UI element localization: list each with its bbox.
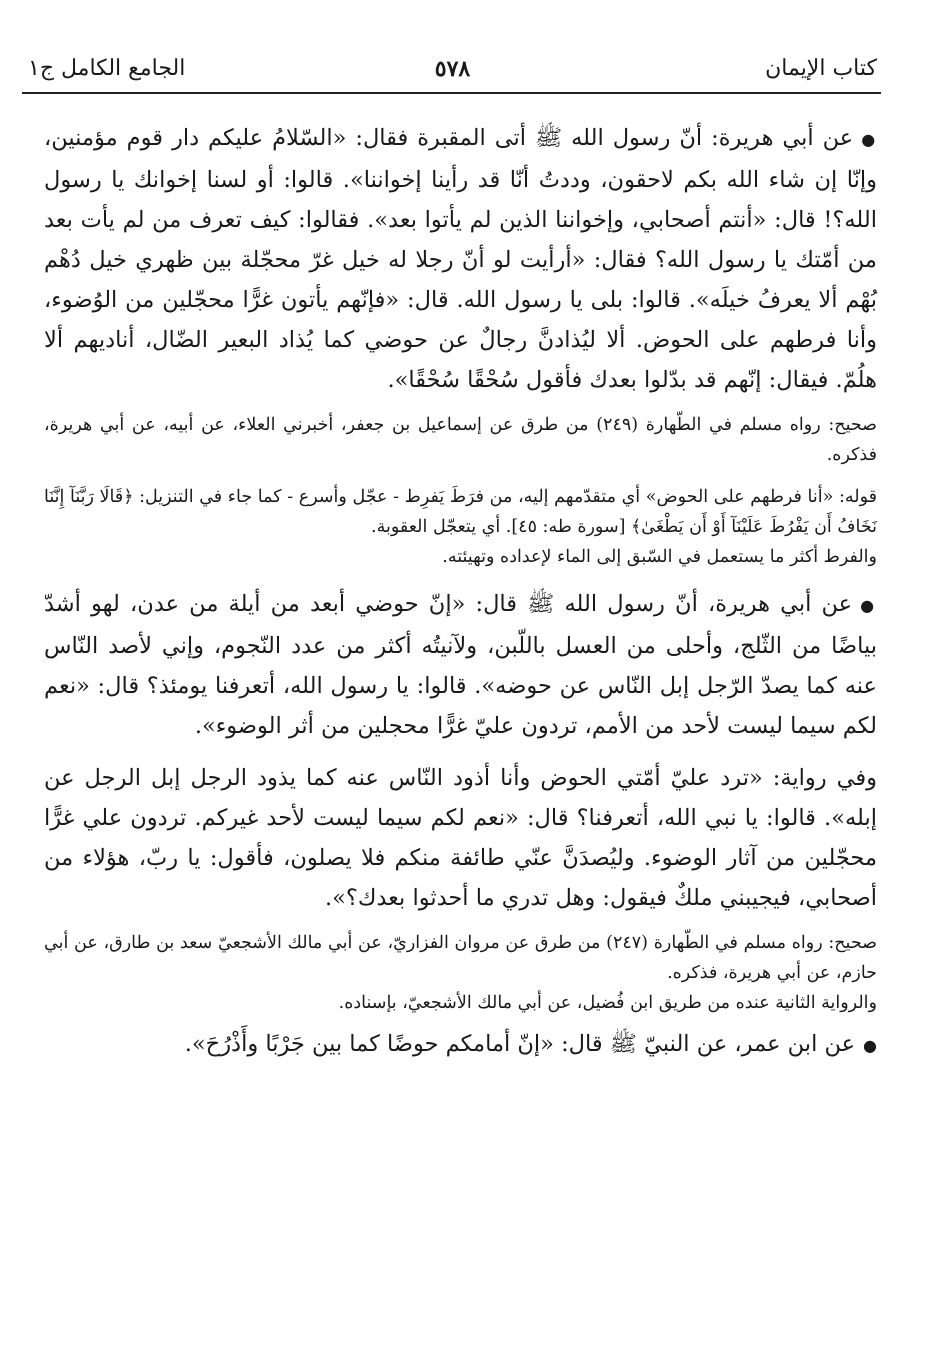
- hadith-text: عن ابن عمر، عن النبيّ ﷺ قال: «إنّ أمامكم حوضًا كما بين جَرْبًا وأَذْرُحَ».: [184, 1031, 856, 1057]
- header-divider: [22, 92, 881, 94]
- takhrij-note: صحيح: رواه مسلم في الطّهارة (٢٤٧) من طرق عن مروان الفزاريّ، عن أبي مالك الأشجعيّ سعد بن طارق، عن أبي حازم، عن أبي هريرة، فذكره.: [44, 933, 877, 983]
- hadith-paragraph: [44, 1024, 877, 1066]
- bullet-icon: ●: [860, 596, 878, 615]
- commentary-note: قوله: «أنا فرطهم على الحوض» أي متقدّمهم إليه، من فرَطَ يَفرِط - عجّل وأسرع - كما جاء في التنزيل: ﴿قَالَا رَبَّنَآ إِنَّنَا نَخَافُ أَن يَفْرُطَ عَلَيْنَآ أَوْ أَن يَطْغَىٰ﴾ [سورة طه: ٤٥]. أي يتعجّل العقوبة.: [44, 487, 877, 537]
- hadith-text: عن أبي هريرة: أنّ رسول الله ﷺ أتى المقبرة فقال: «السّلامُ عليكم دار قوم مؤمنين، وإنّا إن شاء الله بكم لاحقون، وددتُ أنّا قد رأينا إخواننا». قالوا: أو لسنا إخوانك يا رسول الله؟! قال: «أنتم أصحابي، وإخواننا الذين لم يأتوا بعد». فقالوا: كيف تعرف من لم يأت بعد من أمّتك يا رسول الله؟ فقال: «أرأيت لو أنّ رجلا له خيل غرّ محجّلة بين ظهري خيل دُهْم بُهْم ألا يعرفُ خيلَه». قالوا: بلى يا رسول الله. قال: «فإنّهم يأتون غرًّا محجّلين من الوُضوء، وأنا فرطهم على الحوض. ألا ليُذادنَّ رجالٌ عن حوضي كما يُذاد البعير الضّال، أناديهم ألا هلُمّ. فيقال: إنّهم قد بدّلوا بعدك فأقول سُحْقًا سُحْقًا».: [44, 125, 877, 393]
- page-body: [44, 118, 877, 1066]
- hadith-paragraph: [44, 118, 877, 400]
- page-number: ٥٧٨: [434, 56, 471, 82]
- book-title: كتاب الإيمان: [765, 56, 877, 81]
- bullet-icon: ●: [861, 130, 877, 149]
- bullet-icon: ●: [863, 1036, 877, 1055]
- takhrij-note: والرواية الثانية عنده من طريق ابن فُضيل، عن أبي مالك الأشجعيّ، بإسناده.: [338, 993, 877, 1013]
- running-header: [28, 56, 877, 96]
- riwaya-paragraph: وفي رواية: «ترد عليّ أمّتي الحوض وأنا أذود النّاس عنه كما يذود الرجل إبل الرجل عن إبله». قالوا: يا نبي الله، أتعرفنا؟ قال: «نعم لكم سيما ليست لأحد غيركم. تردون علي غرًّا محجّلين من آثار الوضوء. وليُصدَنَّ عنّي طائفة منكم فلا يصلون، فأقول: يا ربّ، هؤلاء من أصحابي، فيجيبني ملكٌ فيقول: وهل تدري ما أحدثوا بعدك؟».: [44, 765, 877, 911]
- takhrij-note: صحيح: رواه مسلم في الطّهارة (٢٤٩) من طرق عن إسماعيل بن جعفر، أخبرني العلاء، عن أبيه، عن أبي هريرة، فذكره.: [44, 415, 878, 465]
- commentary-note: والفرط أكثر ما يستعمل في السّبق إلى الماء لإعداده وتهيئته.: [442, 547, 877, 567]
- hadith-text: عن أبي هريرة، أنّ رسول الله ﷺ قال: «إنّ حوضي أبعد من أيلة من عدن، لهو أشدّ بياضًا من الثّلج، وأحلى من العسل باللّبن، ولآنيتُه أكثر من عدد النّجوم، وإني لأصد النّاس عنه كما يصدّ الرّجل إبل النّاس عن حوضه». قالوا: يا رسول الله، أتعرفنا يومئذ؟ قال: «نعم لكم سيما ليست لأحد من الأمم، تردون عليّ غرًّا محجلين من أثر الوضوء».: [44, 591, 877, 739]
- hadith-paragraph: [44, 584, 877, 746]
- collection-title: الجامع الكامل ج١: [28, 56, 186, 81]
